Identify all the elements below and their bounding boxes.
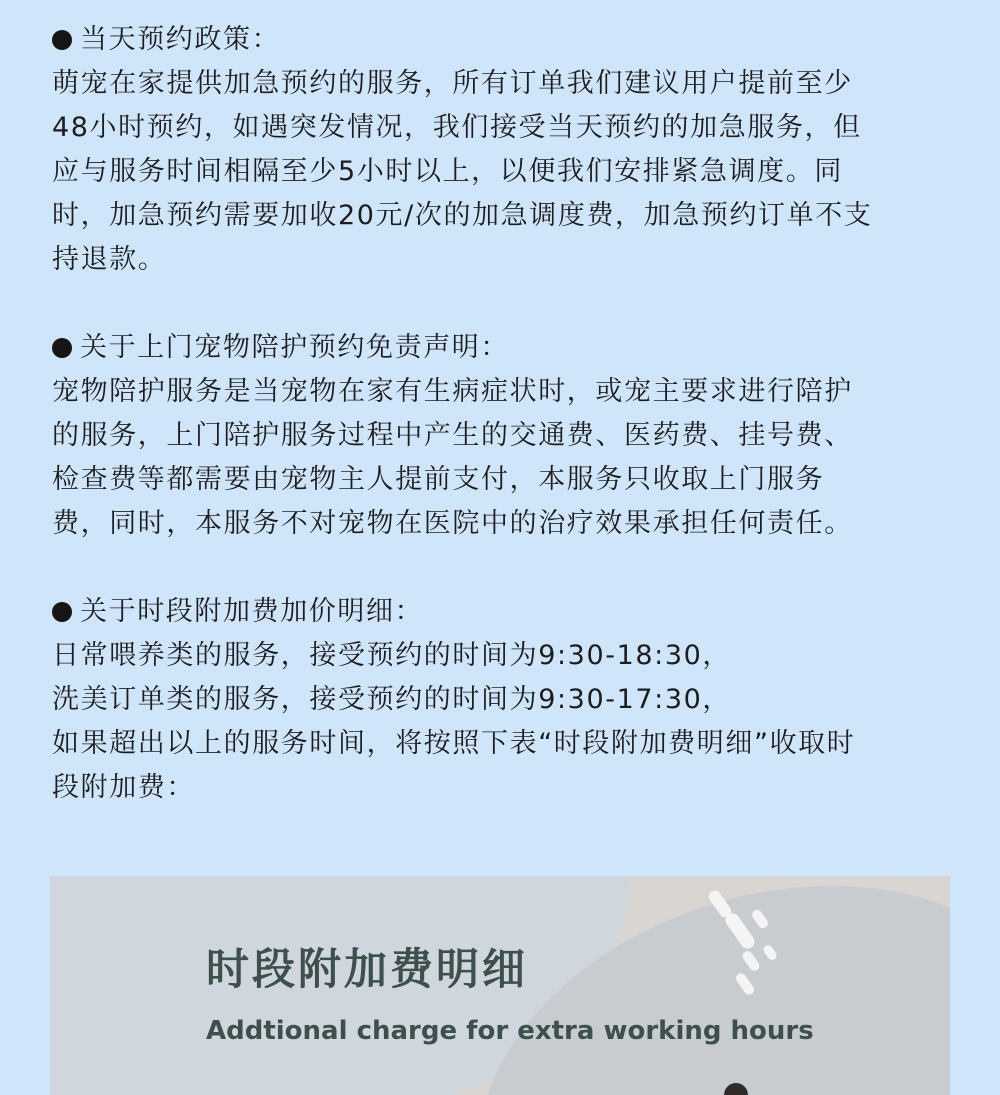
section-heading-text: 关于时段附加费加价明细： <box>80 596 424 627</box>
section-heading-text: 关于上门宠物陪护预约免责声明： <box>80 332 509 363</box>
bullet-icon <box>52 602 72 622</box>
paragraph-line: 检查费等都需要由宠物主人提前支付，本服务只收取上门服务 <box>52 464 825 495</box>
section-surcharge <box>52 590 952 810</box>
paragraph-line: 日常喂养类的服务，接受预约的时间为9:30-18:30， <box>52 640 731 671</box>
bullet-icon <box>52 30 72 50</box>
paragraph-line: 48小时预约，如遇突发情况，我们接受当天预约的加急服务，但 <box>52 112 862 143</box>
paragraph-line: 宠物陪护服务是当宠物在家有生病症状时，或宠主要求进行陪护 <box>52 376 853 407</box>
section-heading <box>52 326 952 370</box>
paragraph-line: 时，加急预约需要加收20元/次的加急调度费，加急预约订单不支 <box>52 200 873 231</box>
paragraph-line: 萌宠在家提供加急预约的服务，所有订单我们建议用户提前至少 <box>52 68 853 99</box>
section-heading <box>52 18 952 62</box>
paragraph-line: 持退款。 <box>52 244 167 275</box>
paragraph-line: 段附加费： <box>52 772 195 803</box>
card-title: 时段附加费明细 <box>206 945 528 995</box>
surcharge-card <box>50 876 950 1095</box>
document-body <box>52 18 952 854</box>
section-same-day-booking <box>52 18 952 282</box>
section-disclaimer <box>52 326 952 546</box>
paragraph-line: 的服务，上门陪护服务过程中产生的交通费、医药费、挂号费、 <box>52 420 853 451</box>
section-heading-text: 当天预约政策： <box>80 24 281 55</box>
paragraph-line: 洗美订单类的服务，接受预约的时间为9:30-17:30， <box>52 684 731 715</box>
paragraph-line: 应与服务时间相隔至少5小时以上，以便我们安排紧急调度。同 <box>52 156 843 187</box>
card-subtitle: Addtional charge for extra working hours <box>206 1016 814 1046</box>
paragraph-line: 费，同时，本服务不对宠物在医院中的治疗效果承担任何责任。 <box>52 508 853 539</box>
bullet-icon <box>52 338 72 358</box>
section-heading <box>52 590 952 634</box>
paragraph-line: 如果超出以上的服务时间，将按照下表“时段附加费明细”收取时 <box>52 728 856 759</box>
